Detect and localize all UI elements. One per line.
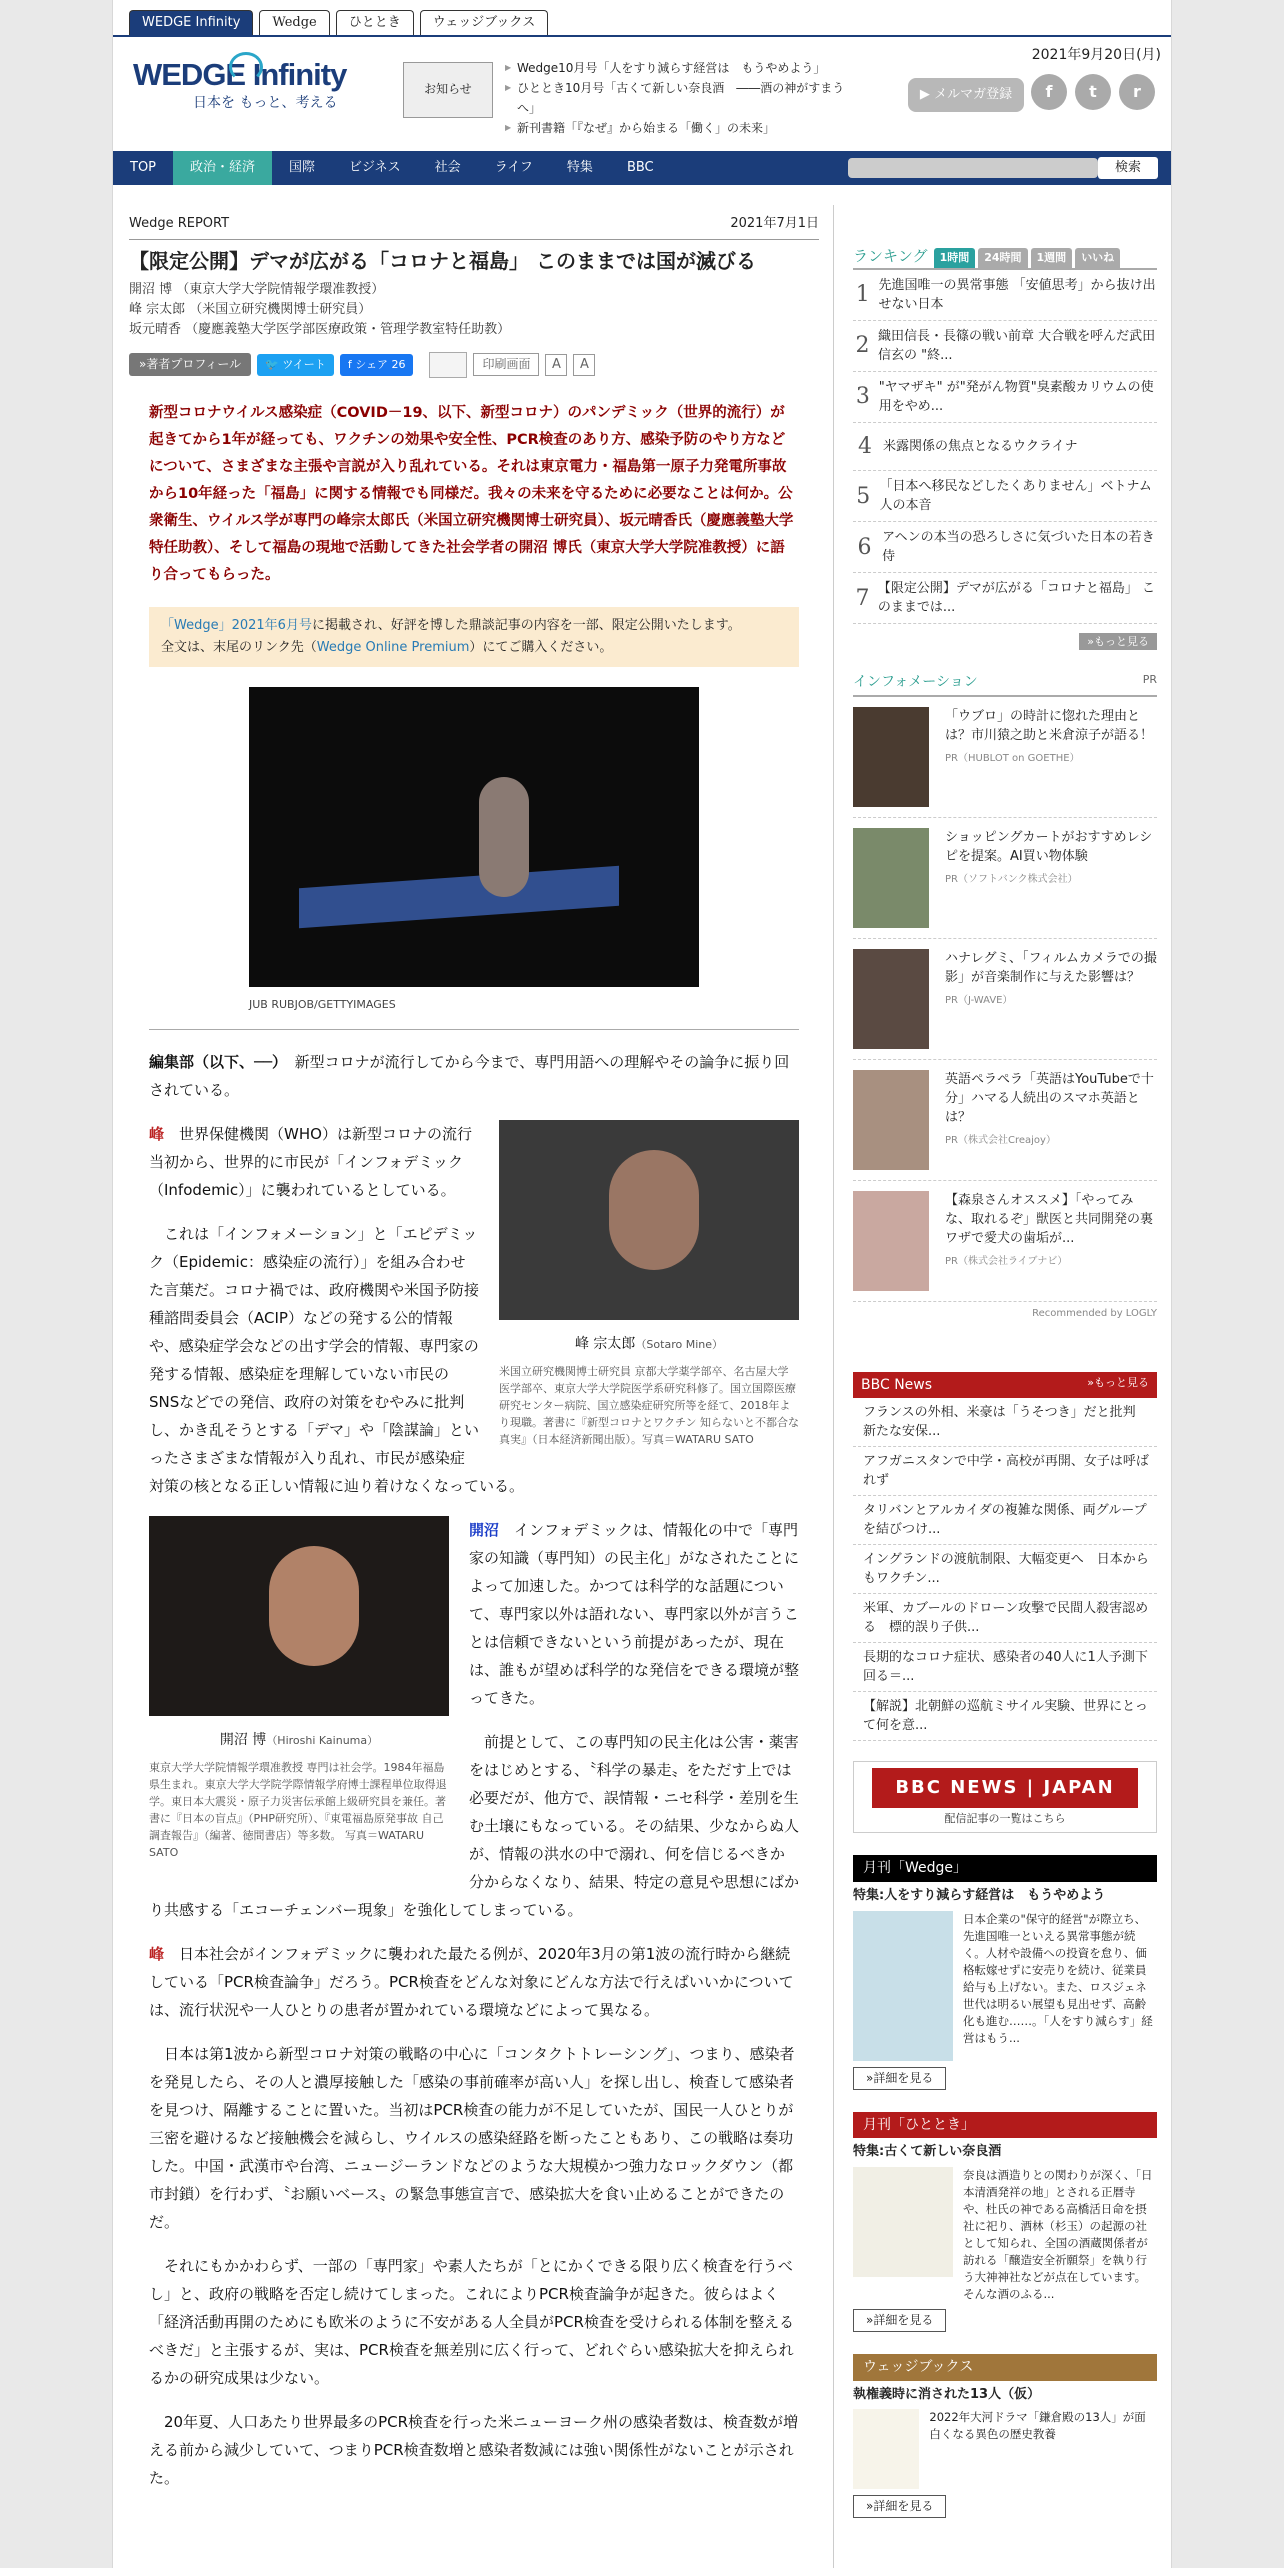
search-button[interactable]: 検索 (1098, 157, 1158, 179)
paragraph: 20年夏、人口あたり世界最多のPCR検査を行った米ニューヨーク州の感染者数は、検査数が増える前から減少していて、つまりPCR検査数増と感染者数減には強い関係性がないことが示された。 (149, 2412, 799, 2487)
wedge-cover[interactable] (853, 1911, 953, 2061)
hitotoki-feature-title: 特集:古くて新しい奈良酒 (853, 2144, 1002, 2160)
site-logo[interactable] (133, 56, 373, 131)
bbc-header: BBC News »もっと見る (853, 1372, 1157, 1398)
ad-image (853, 707, 929, 807)
tweet-label: ツイート (282, 358, 326, 371)
detail-row (853, 2309, 1157, 2332)
ranking-item[interactable]: 5 「日本へ移民などしたくありません」ベトナム人の本音 (853, 471, 1157, 522)
ranking-item[interactable]: 6 アヘンの本当の恐ろしさに気づいた日本の若き侍 (853, 522, 1157, 573)
premium-text: 全文は、末尾のリンク先（ (161, 639, 317, 655)
bbc-banner[interactable] (853, 1761, 1157, 1833)
hero-caption: JUB RUBJOB/GETTYIMAGES (249, 997, 396, 1011)
paragraph: 日本社会がインフォデミックに襲われた最たる例が、2020年3月の第1波の流行時から継続している「PCR検査論争」だろう。PCR検査をどんな対象にどんな方法で行えばいいかについては、流行状況や一人ひとりの患者が置かれている環境などによって異なる。 (149, 1944, 794, 2019)
hitotoki-magazine-header: 月刊「ひととき」 (853, 2112, 1157, 2138)
nav-politics-economy[interactable]: 政治・経済 (173, 151, 272, 185)
hitotoki-cover[interactable] (853, 2167, 953, 2277)
photo-name: 峰 宗太郎（Sotaro Mine） (574, 1335, 723, 1352)
divider (149, 1029, 799, 1030)
paragraph: インフォデミックは、情報化の中で「専門家の知識（専門知）の民主化」がなされたことによって加速した。かつては科学的な話題について、専門家以外は語れない、専門家以外が言うことは信頼できないという前提があったが、現在は、誰もが望めば科学的な発信をできる環境が整ってきた。 (469, 1520, 800, 1707)
figure-mine (499, 1120, 799, 1448)
paragraph: それにもかかわらず、一部の「専門家」や素人たちが「とにかくできる限り広く検査を行うべし」と、政府の戦略を否定し続けてしまった。これによりPCR検査論争が起きた。彼らはよく「経済活動再開のためにも欧米のように不安がある人全員がPCR検査を受けられる体制を整えるべきだ」と主張するが、実は、PCR検査を無差別に広く行って、どれぐらい感染拡大を抑えられるかの研究成果は少ない。 (149, 2256, 794, 2387)
twitter-icon[interactable]: t (1075, 74, 1111, 110)
speaker: 開沼 (469, 1520, 500, 1539)
wedge-magazine-header: 月刊「Wedge」 (853, 1855, 1157, 1881)
paragraph: 世界保健機関（WHO）は新型コロナの流行当初から、世界的に市民が「インフォデミック（Infodemic）」に襲われているとしている。 (149, 1124, 472, 1199)
author-list (129, 280, 819, 340)
ad-item[interactable]: ハナレグミ、「フィルムカメラでの撮影」が音楽制作に与えた影響は？ PR（J-WAVE） (853, 939, 1157, 1060)
bbc-item[interactable]: 長期的なコロナ症状、感染者の40人に1人予測下回る＝... (853, 1643, 1157, 1692)
news-item[interactable]: ▶ ひととき10月号「古くて新しい奈良酒 ――酒の神がすまうへ」 (505, 78, 855, 118)
article-meta (129, 214, 819, 240)
bbc-logo: BBC NEWS | JAPAN (872, 1768, 1138, 1808)
ranking-more (853, 630, 1157, 652)
notice-box (403, 62, 493, 118)
book-text: 2022年大河ドラマ「鎌倉殿の13人」が面白くなる異色の歴史教養 (929, 2410, 1146, 2442)
author: 峰 宗太郎 （米国立研究機関博士研究員） (129, 301, 372, 317)
ad-image (853, 1191, 929, 1291)
search-input[interactable] (848, 158, 1098, 178)
face-shape (269, 1546, 359, 1666)
premium-note (149, 607, 799, 667)
nav-business[interactable]: ビジネス (349, 160, 401, 175)
hero-figure (249, 687, 699, 1013)
tab-1h[interactable]: 1時間 (934, 248, 976, 268)
nav-life[interactable]: ライフ (494, 160, 533, 175)
ranking-item[interactable]: 4 米露関係の焦点となるウクライナ (853, 423, 1157, 471)
photo-name: 開沼 博（Hiroshi Kainuma） (219, 1731, 379, 1748)
article-body (149, 1048, 799, 2492)
article (129, 214, 819, 2508)
info-header: インフォメーション PR (853, 671, 1157, 697)
speaker: 峰 (149, 1124, 165, 1143)
news-list (505, 58, 855, 138)
paragraph: 日本は第1波から新型コロナ対策の戦略の中心に「コンタクトトレーシング」、つまり、感染者を発見したら、その人と濃厚接触した「感染の事前確率が高い人」を探し出し、検査して感染者を見つけ、隔離することに置いた。当初はPCR検査の能力が不足していたが、国民一人ひとりが三密を避けるなど接触機会を減らし、ウイルスの感染経路を断ったこともあり、この戦略は奏功した。中国・武漢市や台湾、ニュージーランドなどのような大規模かつ強力なロックダウン（都市封鎖）を行わず、〝お願いベース〟の緊急事態宣言で、感染拡大を食い止めることができたのだ。 (149, 2044, 795, 2231)
book-cover[interactable] (853, 2409, 919, 2489)
font-size-large-button[interactable]: A (573, 354, 595, 376)
site-tabs (129, 10, 548, 36)
tab-divider (113, 35, 1171, 37)
paragraph: 前提として、この専門知の民主化は公害・薬害をはじめとする、〝科学の暴走〟をただす上では必要だが、他方で、誤情報・ニセ科学・差別を生む土壌にもなっている。その結果、少なからぬ人が、情報の洪水の中で溺れ、何を信じるべきか分からなくなり、結果、特定の意見や思想にばかり共感する「エコーチェンバー現象」を強化してしまっている。 (149, 1732, 800, 1919)
photo-mine (499, 1120, 799, 1320)
hitotoki-text: 奈良は酒造りとの関わりが深く、「日本清酒発祥の地」とされる正暦寺や、杜氏の神である高橋活日命を摂社に祀り、酒林（杉玉）の起源の社として知られ、全国の酒蔵関係者が訪れる「醸造安全祈願祭」を執り行う大神神社などが点在しています。そんな酒のふる... (963, 2167, 1153, 2301)
ad-image (853, 1070, 929, 1170)
rss-icon[interactable]: r (1119, 74, 1155, 110)
ad-item[interactable]: 【森泉さんオススメ】「やってみな、取れるぞ」獣医と共同開発の裏ワザで愛犬の歯垢が... PR（株式会社ライブナビ） (853, 1181, 1157, 1302)
tweet-button[interactable]: 🐦 ツイート (257, 354, 334, 376)
article-category: Wedge REPORT (129, 216, 230, 231)
nav-society[interactable]: 社会 (434, 160, 461, 175)
ad-item[interactable]: 英語ペラペラ「英語はYouTubeで十分」ハマる人続出のスマホ英語とは？ PR（株式会社Creajoy） (853, 1060, 1157, 1181)
paragraph: 新型コロナが流行してから今まで、専門用語への理解やその論争に振り回されている。 (149, 1052, 790, 1099)
book (853, 2409, 1157, 2489)
photo-caption: 東京大学大学院情報学環准教授 専門は社会学。1984年福島県生まれ。東京大学大学院学際情報学府博士課程単位取得退学。東日本大震災・原子力災害伝承館上級研究員を兼任。著書に『日本の盲点』（PHP研究所）、『東電福島原発事故 自己調査報告』（編著、徳間書店）等多数。 写真＝WATARU SATO (149, 1760, 447, 1859)
ranking-header (853, 246, 1157, 270)
current-date: 2021年9月20日(月) (1031, 47, 1161, 63)
mail-icon[interactable] (429, 352, 467, 378)
site-tab-wedge-infinity[interactable]: WEDGE Infinity (129, 10, 253, 36)
page (112, 0, 1172, 2568)
article-tools (129, 352, 819, 378)
knot-icon (229, 52, 263, 82)
hero-image (249, 687, 699, 987)
book-title: 執権義時に消された13人（仮） (853, 2386, 1041, 2402)
smartphone-shape (299, 866, 619, 928)
facebook-icon[interactable]: f (1031, 74, 1067, 110)
speaker: 編集部（以下、──） (149, 1052, 280, 1071)
nav-feature[interactable]: 特集 (566, 160, 593, 175)
bbc-caption: 配信記事の一覧はこちら (944, 1812, 1066, 1826)
wedge-feature-title: 特集:人をすり減らす経営は もうやめよう (853, 1887, 1106, 1903)
wedge-issue-link[interactable]: 「Wedge」2021年6月号 (161, 617, 312, 633)
author: 開沼 博 （東京大学大学院情報学環准教授） (129, 281, 385, 297)
ranking-item[interactable]: 3 "ヤマザキ" が"発がん物質"臭素酸カリウムの使用をやめ... (853, 372, 1157, 423)
bbc-item[interactable]: フランスの外相、米豪は「うそつき」だと批判 新たな安保... (853, 1398, 1157, 1447)
site-tab-wedge-books[interactable]: ウェッジブックス (420, 10, 548, 36)
ranking-item[interactable]: 1 先進国唯一の異常事態 「安値思考」から抜け出せない日本 (853, 270, 1157, 321)
bbc-item[interactable]: タリバンとアルカイダの複雑な関係、両グループを結びつけ... (853, 1496, 1157, 1545)
photo-kainuma (149, 1516, 449, 1716)
tab-24h[interactable]: 24時間 (978, 248, 1027, 268)
detail-row (853, 2067, 1157, 2090)
bbc-item[interactable]: アフガニスタンで中学・高校が再開、女子は呼ばれず (853, 1447, 1157, 1496)
share-label: シェア 26 (355, 358, 406, 371)
wedge-text: 日本企業の"保守的経営"が際立ち、先進国唯一といえる異常事態が続く。人材や設備への投資を怠り、価格転嫁せずに安売りを続け、従業員給与も上げない。また、ロスジェネ世代は明るい展望も見出せず、高齢化も進む……。「人をすり減らす」経営はもう... (963, 1911, 1153, 2045)
nav-international[interactable]: 国際 (289, 160, 316, 175)
column-divider (833, 205, 834, 2568)
ranking-more-button[interactable]: »もっと見る (1079, 633, 1157, 650)
bbc-item[interactable]: 米軍、カブールのドローン攻撃で民間人殺害認める 標的誤り子供... (853, 1594, 1157, 1643)
newsletter-label: メルマガ登録 (934, 86, 1013, 102)
premium-link[interactable]: Wedge Online Premium (316, 639, 470, 655)
logo-tagline: 日本を もっと、考える (193, 95, 338, 111)
bbc-more-button[interactable]: »もっと見る (1087, 1375, 1149, 1389)
news-item[interactable]: ▶ 新刊書籍「『なぜ』から始まる「働く」の未来」 (505, 118, 855, 138)
ad-item[interactable]: 「ウブロ」の時計に惚れた理由とは？市川猿之助と米倉涼子が語る！ PR（HUBLOT on GOETHE） (853, 697, 1157, 818)
detail-button[interactable]: »詳細を見る (853, 2067, 946, 2090)
news-item[interactable]: ▶ Wedge10月号「人をすり減らす経営は もうやめよう」 (505, 58, 855, 78)
hitotoki-magazine (853, 2167, 1157, 2303)
figure-kainuma (149, 1516, 449, 1861)
speaker: 峰 (149, 1944, 165, 1963)
bbc-item[interactable]: 【解説】北朝鮮の巡航ミサイル実験、世界にとって何を意... (853, 1692, 1157, 1741)
article-title: 【限定公開】デマが広がる「コロナと福島」 このままでは国が滅びる (129, 248, 756, 273)
author: 坂元晴香 （慶應義塾大学医学部医療政策・管理学教室特任助教） (129, 321, 511, 337)
logo-main: WEDGE Infinity (133, 57, 347, 92)
premium-text: に掲載され、好評を博した鼎談記事の内容を一部、限定公開いたします。 (311, 617, 741, 633)
global-nav (113, 151, 1171, 185)
detail-row (853, 2495, 1157, 2518)
ranking-item[interactable]: 7 【限定公開】デマが広がる「コロナと福島」 このままでは... (853, 573, 1157, 624)
print-button[interactable]: 印刷画面 (473, 353, 539, 376)
bbc-item[interactable]: イングランドの渡航制限、大幅変更へ 日本からもワクチン... (853, 1545, 1157, 1594)
ranking-item[interactable]: 2 織田信長・長篠の戦い前章 大合戦を呼んだ武田信玄の "終... (853, 321, 1157, 372)
ad-image (853, 949, 929, 1049)
photo-caption: 米国立研究機関博士研究員 京都大学薬学部卒、名古屋大学医学部卒、東京大学大学院医学系研究科修了。国立国際医療研究センター病院、国立感染症研究所等を経て、2018年より現職。著書に『新型コロナとワクチン 知らないと不都合な真実』（日本経済新聞出版）。写真＝WATARU SATO (499, 1364, 799, 1446)
tab-1w[interactable]: 1週間 (1031, 248, 1073, 268)
nav-top[interactable]: TOP (130, 160, 157, 175)
notice-label: お知らせ (424, 82, 472, 97)
ranking-title: ランキング (853, 247, 928, 265)
books-header: ウェッジブックス (853, 2354, 1157, 2380)
nav-bbc[interactable]: BBC (626, 160, 654, 175)
facebook-share-button[interactable]: f シェア 26 (340, 354, 414, 376)
premium-text: ）にてご購入ください。 (469, 639, 613, 655)
article-lead: 新型コロナウイルス感染症（COVID－19、以下、新型コロナ）のパンデミック（世界的流行）が起きてから1年が経っても、ワクチンの効果や安全性、PCR検査のあり方、感染予防のやり方などについて、さまざまな主張や言説が入り乱れている。それは東京電力・福島第一原子力発電所事故から10年経った「福島」に関する情報でも同様だ。我々の未来を守るために必要なことは何か。公衆衛生、ウイルス学が専門の峰宗太郎氏（米国立研究機関博士研究員）、坂元晴香氏（慶應義塾大学特任助教）、そして福島の現地で活動してきた社会学者の開沼 博氏（東京大学大学院准教授）に語り合ってもらった。 (149, 404, 794, 583)
ad-image (853, 828, 929, 928)
paragraph: これは「インフォメーション」と「エピデミック（Epidemic：感染症の流行）」を組み合わせた言葉だ。コロナ禍では、政府機関や米国予防接種諮問委員会（ACIP）などの発する公的情報や、感染症学会などの出す学会的情報、専門家の発する情報、感染症を理解していない市民のSNSなどでの発信、政府の対策をむやみに批判し、かき乱そうとする「デマ」や「陰謀論」といったさまざまな情報が入り乱れ、市民が感染症対策の核となる正しい情報に辿り着けなくなっている。 (149, 1224, 525, 1495)
detail-button[interactable]: »詳細を見る (853, 2495, 946, 2518)
ad-item[interactable]: ショッピングカートがおすすめレシピを提案。AI買い物体験 PR（ソフトバンク株式会社） (853, 818, 1157, 939)
wedge-magazine (853, 1911, 1157, 2061)
detail-button[interactable]: »詳細を見る (853, 2309, 946, 2332)
site-tab-hitotoki[interactable]: ひととき (336, 10, 414, 36)
author-profile-button[interactable]: »著者プロフィール (129, 353, 251, 376)
recommended-label: Recommended by LOGLY (1032, 1307, 1157, 1319)
tab-like[interactable]: いいね (1075, 248, 1120, 268)
article-date: 2021年7月1日 (730, 216, 819, 231)
finger-shape (479, 777, 529, 897)
font-size-small-button[interactable]: A (545, 354, 567, 376)
site-tab-wedge[interactable]: Wedge (259, 10, 329, 36)
sidebar (853, 246, 1157, 2518)
face-shape (609, 1150, 699, 1270)
social-links (1031, 74, 1155, 110)
newsletter-button[interactable]: ▶ メルマガ登録 (908, 78, 1024, 112)
